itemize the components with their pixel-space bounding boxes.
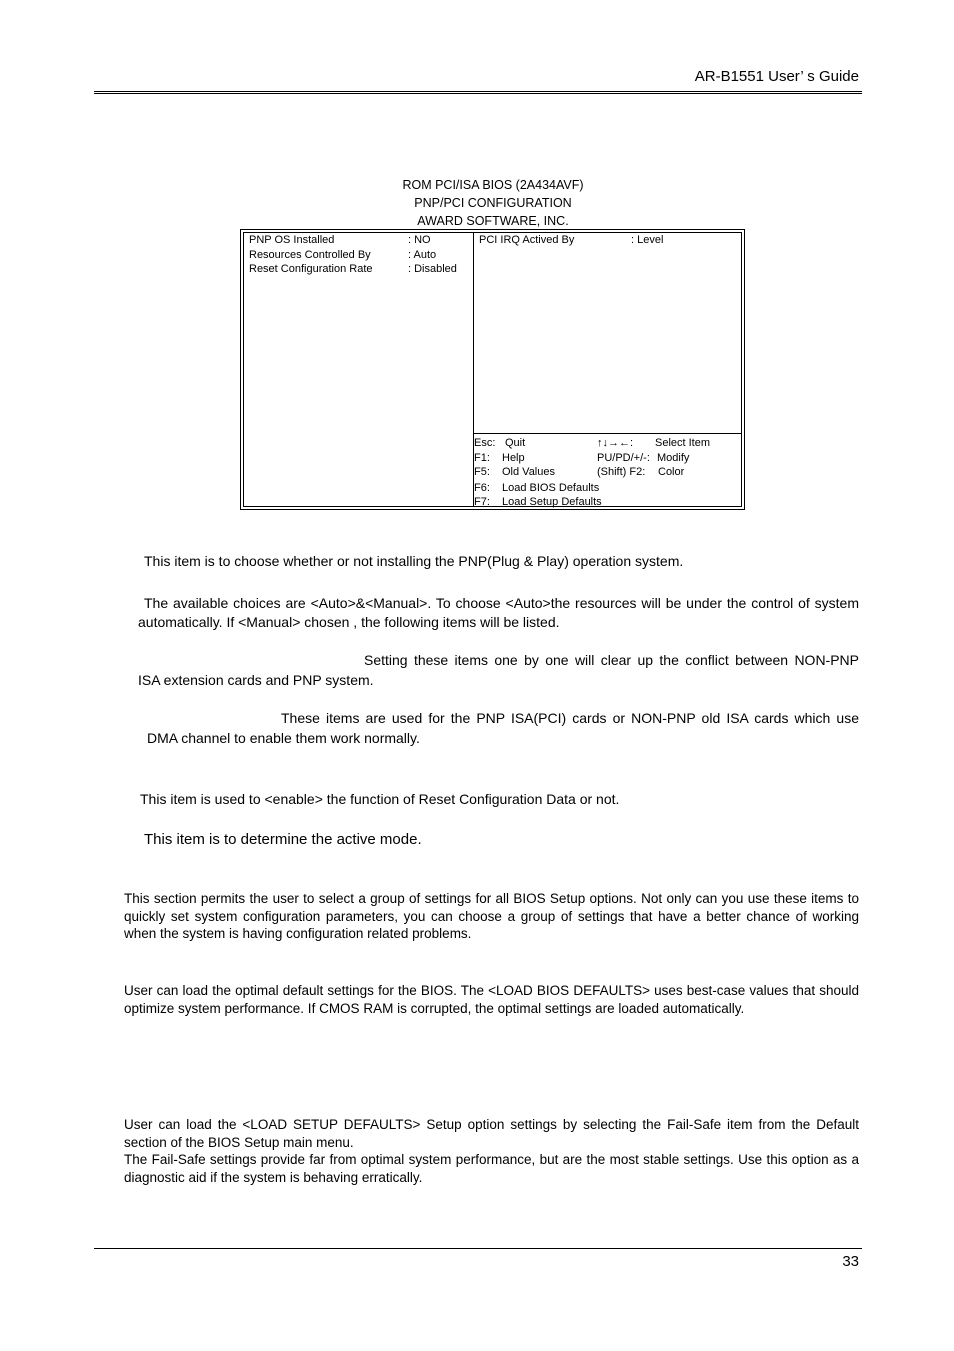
bios-item-resources-value: : Auto xyxy=(408,249,437,261)
para-active-mode: This item is to determine the active mode. xyxy=(144,831,422,848)
para-pnp-isa-line2: DMA channel to enable them work normally. xyxy=(147,730,420,746)
bios-item-pci-irq-label[interactable]: PCI IRQ Actived By xyxy=(479,234,575,246)
bios-key-f5-action: Old Values xyxy=(502,466,555,478)
para-defaults-section: This section permits the user to select a group of settings for all BIOS Setup options. Not only can you use these items to quickly set system configuration parameters, you can choose a group of settings that have a better chance of working when the system is having configuration related problems. xyxy=(124,891,859,941)
bios-key-f6-action: Load BIOS Defaults xyxy=(502,482,600,494)
bios-key-pupd-action: Modify xyxy=(657,452,690,464)
bios-heading-line-1: ROM PCI/ISA BIOS (2A434AVF) xyxy=(402,178,584,192)
bios-item-pnp-os-label[interactable]: PNP OS Installed xyxy=(249,234,335,246)
bios-screen-inner xyxy=(243,232,742,507)
para-fail-safe: The Fail-Safe settings provide far from optimal system performance, but are the most stable settings. Use this option as a diagnostic aid if the system is behaving erratically. xyxy=(124,1152,859,1185)
para-pnp-isa-line1: These items are used for the PNP ISA(PCI) cards or NON-PNP old ISA cards which use xyxy=(281,710,859,726)
header-rule xyxy=(94,91,862,94)
para-irq-dma-line2: ISA extension cards and PNP system. xyxy=(138,672,374,688)
bios-heading-line-3: AWARD SOFTWARE, INC. xyxy=(417,214,569,228)
header-title: AR-B1551 User’ s Guide xyxy=(694,68,859,85)
bios-item-reset-config-label[interactable]: Reset Configuration Rate xyxy=(249,263,373,275)
bios-key-f6: F6: xyxy=(474,482,490,494)
bios-key-shift-f2-action: Color xyxy=(658,466,685,478)
bios-key-esc: Esc: xyxy=(474,437,496,449)
para-pnp-os: This item is to choose whether or not installing the PNP(Plug & Play) operation system. xyxy=(144,553,684,569)
bios-key-arrows-action: Select Item xyxy=(655,437,711,449)
para-load-setup-defaults: User can load the <LOAD SETUP DEFAULTS> Setup option settings by selecting the Fail-Safe item from the Default section of the BIOS Setup main menu. xyxy=(124,1117,859,1150)
bios-item-pci-irq-value: : Level xyxy=(631,234,664,246)
bios-key-f7-action: Load Setup Defaults xyxy=(502,496,602,508)
bios-divider-horizontal xyxy=(473,433,741,434)
bios-item-pnp-os-value: : NO xyxy=(408,234,431,246)
bios-key-esc-action: Quit xyxy=(505,437,526,449)
bios-key-f5: F5: xyxy=(474,466,490,478)
bios-item-reset-config-value: : Disabled xyxy=(408,263,457,275)
para-load-bios-defaults: User can load the optimal default settings for the BIOS. The <LOAD BIOS DEFAULTS> uses best-case values that should optimize system performance. If CMOS RAM is corrupted, the optimal settings are loaded automatically. xyxy=(124,983,859,1016)
bios-key-f1-action: Help xyxy=(502,452,525,464)
para-reset-config: This item is used to <enable> the function of Reset Configuration Data or not. xyxy=(140,791,620,807)
bios-key-shift-f2: (Shift) F2: xyxy=(597,466,646,478)
bios-heading-line-2: PNP/PCI CONFIGURATION xyxy=(414,196,572,210)
bios-key-f7: F7: xyxy=(474,496,490,508)
para-resources-controlled: The available choices are <Auto>&<Manual>. To choose <Auto>the resources will be under the control of system automatically. If <Manual> chosen , the following items will be listed. xyxy=(138,595,859,630)
bios-screen xyxy=(240,229,745,510)
bios-key-f1: F1: xyxy=(474,452,490,464)
footer-rule xyxy=(94,1248,862,1249)
bios-key-pupd: PU/PD/+/-: xyxy=(597,452,650,464)
page-number: 33 xyxy=(842,1253,859,1270)
bios-key-arrows: ↑↓→←: xyxy=(597,437,634,449)
para-irq-dma-line1: Setting these items one by one will clear up the conflict between NON-PNP xyxy=(364,652,859,668)
bios-item-resources-label[interactable]: Resources Controlled By xyxy=(249,249,371,261)
